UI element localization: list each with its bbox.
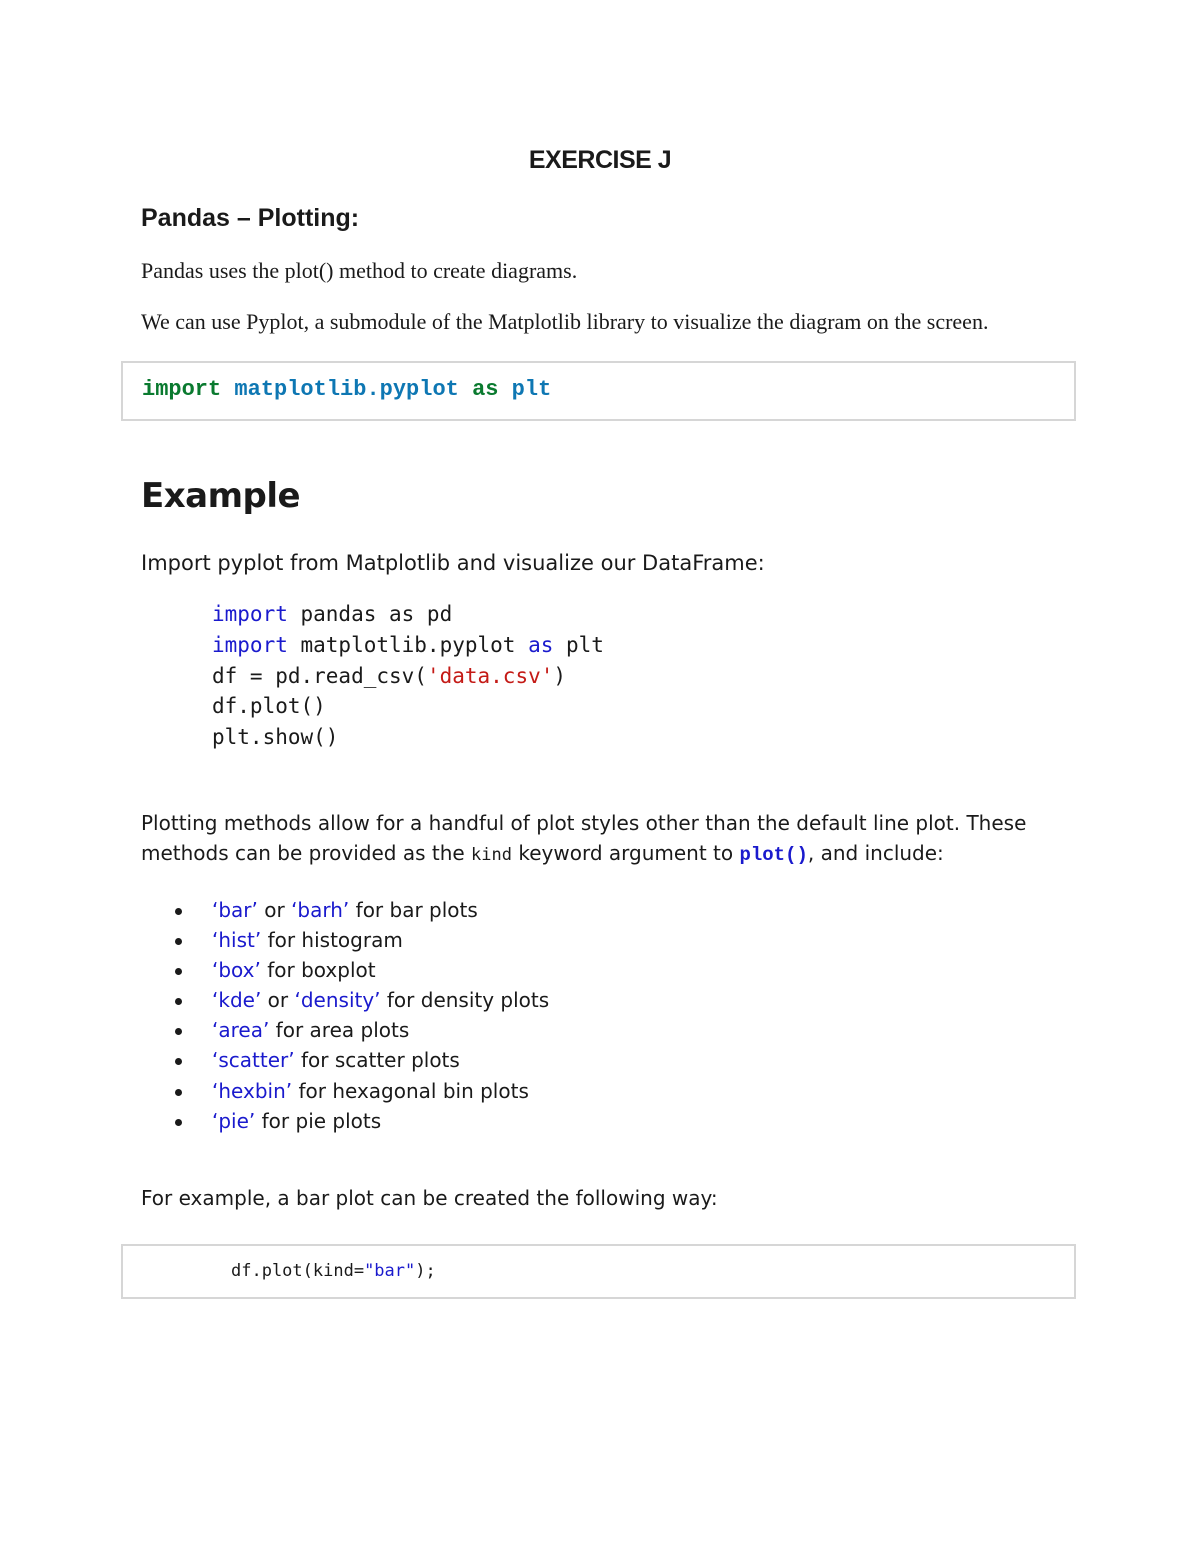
- intro-paragraph-1: Pandas uses the plot() method to create diagrams.: [141, 258, 578, 283]
- import-code-line: [142, 377, 551, 402]
- list-item: [168, 925, 549, 955]
- list-text: for area plots: [269, 1018, 410, 1043]
- list-item: [168, 1106, 549, 1136]
- inline-code-plot: plot(): [739, 844, 808, 866]
- list-text: for histogram: [261, 928, 403, 953]
- bullet-icon: [175, 938, 182, 945]
- inline-code-kind: kind: [471, 845, 512, 865]
- bullet-icon: [175, 1119, 182, 1126]
- code-text: pandas as pd: [287, 602, 453, 626]
- page-title: EXERCISE J: [528, 146, 672, 174]
- methods-paragraph: [141, 808, 1041, 870]
- code-keyword: import: [212, 602, 288, 626]
- kind-option: ‘scatter’: [212, 1048, 295, 1073]
- list-item: [168, 1015, 549, 1045]
- kind-option: ‘kde’: [212, 988, 262, 1013]
- kind-option: ‘hist’: [212, 928, 262, 953]
- list-item: [168, 895, 549, 925]
- code-alias: plt: [511, 377, 552, 402]
- kind-option: ‘box’: [212, 958, 261, 983]
- code-keyword: import: [142, 377, 222, 402]
- list-item: [168, 1076, 549, 1106]
- bullet-icon: [175, 1058, 182, 1065]
- kind-option: ‘barh’: [291, 898, 350, 922]
- code-text: df = pd.read_csv(: [212, 663, 427, 688]
- code-string: "bar": [364, 1261, 416, 1281]
- code-line: [212, 661, 604, 692]
- code-text: ): [553, 663, 567, 688]
- code-line: df.plot(): [212, 694, 326, 719]
- kind-option: ‘pie’: [212, 1108, 256, 1133]
- list-item: [168, 1045, 549, 1075]
- list-text: for boxplot: [260, 958, 376, 983]
- plot-kinds-list: [168, 895, 549, 1136]
- code-line: [212, 599, 604, 630]
- code-keyword: as: [528, 632, 554, 657]
- paragraph-text: , and include:: [807, 841, 944, 865]
- bullet-icon: [175, 998, 182, 1005]
- list-text: for bar plots: [349, 898, 478, 922]
- code-module: matplotlib.pyplot: [234, 377, 459, 402]
- code-text: );: [415, 1261, 436, 1281]
- kind-option: ‘density’: [294, 988, 381, 1013]
- section-heading: Pandas – Plotting:: [141, 204, 360, 232]
- intro-paragraph-2: We can use Pyplot, a submodule of the Matplotlib library to visualize the diagram on the screen.: [141, 309, 989, 334]
- code-line: plt.show(): [212, 725, 339, 750]
- code-string: 'data.csv': [426, 663, 554, 688]
- code-text: matplotlib.pyplot: [287, 632, 529, 657]
- list-text: for scatter plots: [294, 1048, 460, 1073]
- paragraph-text: Plotting methods allow for a handful of plot styles other than the default line plot. These methods can be provided as the: [141, 811, 1027, 865]
- list-text: or: [261, 988, 295, 1013]
- bar-code-line: [231, 1261, 436, 1281]
- code-keyword: import: [212, 632, 288, 657]
- list-text: for density plots: [380, 988, 550, 1013]
- bullet-icon: [175, 968, 182, 975]
- list-text: for hexagonal bin plots: [292, 1078, 529, 1103]
- list-item: [168, 985, 549, 1015]
- bar-code-box: [121, 1244, 1076, 1299]
- code-text: plt: [553, 632, 604, 657]
- kind-option: ‘bar’: [212, 898, 258, 922]
- example-heading: Example: [141, 476, 301, 516]
- code-line: [212, 630, 604, 661]
- bullet-icon: [175, 908, 182, 915]
- bar-example-lead: For example, a bar plot can be created the following way:: [141, 1186, 718, 1210]
- kind-option: ‘area’: [212, 1018, 270, 1043]
- bullet-icon: [175, 1089, 182, 1096]
- import-code-box: [121, 361, 1076, 421]
- code-keyword: as: [472, 377, 499, 402]
- bullet-icon: [175, 1028, 182, 1035]
- example-lead: Import pyplot from Matplotlib and visualize our DataFrame:: [141, 551, 765, 575]
- list-text: or: [257, 898, 292, 922]
- code-text: df.plot(kind=: [231, 1261, 365, 1281]
- example-code-block: [212, 599, 604, 753]
- kind-option: ‘hexbin’: [212, 1078, 293, 1103]
- list-item: [168, 955, 549, 985]
- list-text: for pie plots: [255, 1108, 382, 1133]
- paragraph-text: keyword argument to: [511, 841, 740, 865]
